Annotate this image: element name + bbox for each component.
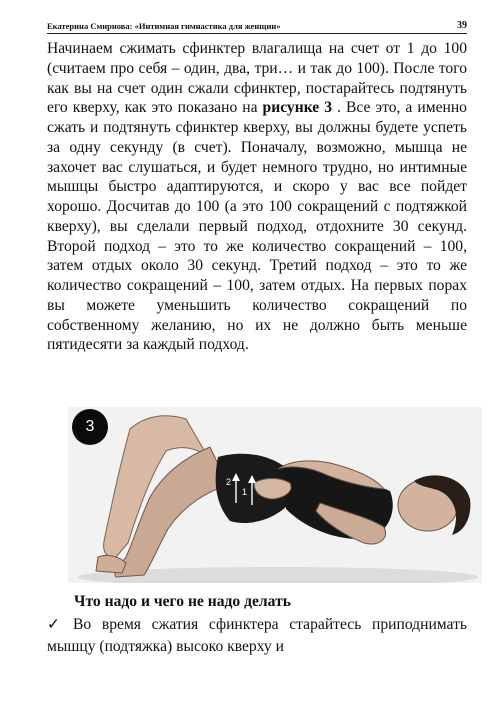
main-paragraph	[47, 39, 467, 355]
checkmark-icon: ✓	[47, 616, 61, 633]
exercise-photo	[68, 407, 482, 583]
header-rule	[47, 33, 467, 34]
figure-number-badge: 3	[72, 409, 108, 445]
running-head	[47, 20, 467, 31]
figure-reference: рисунке 3	[262, 99, 333, 117]
arrow-label-2: 2	[226, 477, 232, 487]
paragraph-part-1: Начинаем сжимать сфинктер влагалища на счет от 1 до 100 (считаем про себя – один, два, три… и так до 100). После того как вы на счет один сжали сфинктер, постарайтесь подтянуть его кверху, как это показано на	[47, 40, 467, 117]
page-number: 39	[457, 20, 467, 31]
paragraph-part-2: . Все это, а именно сжать и подтянуть сфинктер кверху, вы должны будете успеть за одну секунду (в счет). Поначалу, возможно, мышца не захочет вас слушаться, и будет немного трудно, но интимные мышцы быстро адаптируются, и скоро у вас все пойдет хорошо. Досчитав до 100 (а это 100 сокращений с подтяжкой кверху), вы сделали первый подход, отдохните 30 секунд. Второй подход – это то же количество сокращений – 100, затем отдых около 30 секунд. Третий подход – это то же количество сокращений – 100, затем отдых. На первых порах вы можете уменьшить количество сокращений по собственному желанию, но их не должно быть меньше пятидесяти за каждый подход.	[47, 99, 467, 354]
tip-paragraph	[47, 614, 467, 658]
section-heading: Что надо и чего не надо делать	[74, 593, 291, 610]
exercise-illustration	[68, 407, 482, 583]
running-title: Екатерина Смирнова: «Интимная гимнастика для женщин»	[47, 21, 281, 31]
tip-text: Во время сжатия сфинктера старайтесь приподнимать мышцу (подтяжка) высоко кверху и	[47, 616, 467, 655]
arrow-label-1: 1	[242, 487, 248, 497]
